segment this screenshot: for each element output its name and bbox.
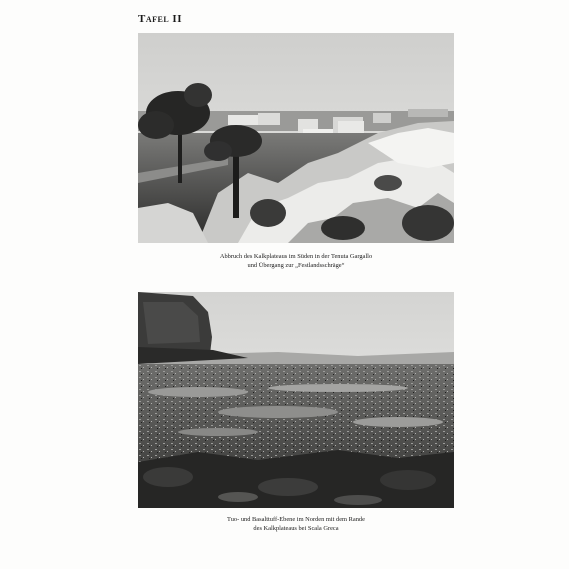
photo-1-image <box>138 33 454 243</box>
photo-2-caption-line-1: Tuo- und Basalttuff-Ebene im Norden mit dem Rande <box>227 516 365 523</box>
plate-label: Tafel II <box>138 13 182 25</box>
photo-1-caption-line-1: Abbruch des Kalkplateaus im Süden in der Tenuta Gargallo <box>219 253 373 260</box>
photo-1-caption <box>138 252 454 270</box>
photo-2-caption <box>138 515 454 533</box>
photo-2-caption-line-2: des Kalkplateaus bei Scala Greca <box>253 525 339 532</box>
photo-1-caption-line-2: und Übergang zur „Festlandsschräge“ <box>247 262 345 269</box>
photo-limestone-plateau <box>138 33 454 243</box>
photo-2-image <box>138 292 454 508</box>
photo-tuff-plain <box>138 292 454 508</box>
